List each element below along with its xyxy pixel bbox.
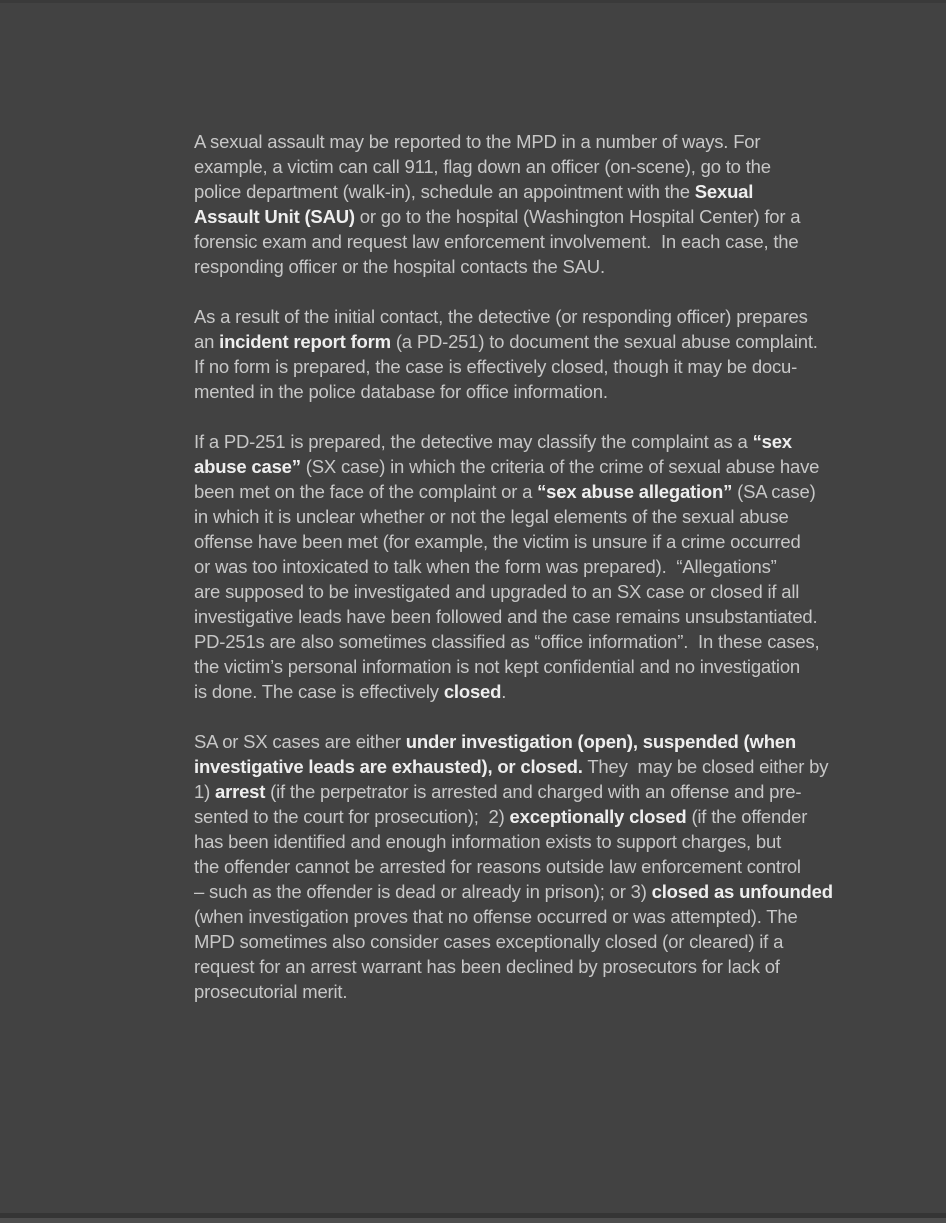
paragraph [194, 304, 894, 404]
text-line [194, 379, 894, 404]
body-text: SA or SX cases are either [194, 731, 406, 752]
bold-text: investigative leads are exhausted), or closed. [194, 756, 583, 777]
text-line [194, 854, 894, 879]
body-text: investigative leads have been followed and the case remains unsubstantiated. [194, 606, 818, 627]
text-line [194, 129, 894, 154]
text-line [194, 254, 894, 279]
body-text: forensic exam and request law enforcement involvement. In each case, the [194, 231, 799, 252]
body-text: 1) [194, 781, 215, 802]
text-line [194, 154, 894, 179]
body-text: has been identified and enough information exists to support charges, but [194, 831, 782, 852]
text-line [194, 679, 894, 704]
text-line [194, 229, 894, 254]
body-text: responding officer or the hospital contacts the SAU. [194, 256, 605, 277]
body-text: the victim’s personal information is not kept confidential and no investigation [194, 656, 801, 677]
text-line [194, 954, 894, 979]
text-line [194, 604, 894, 629]
bold-text: abuse case” [194, 456, 301, 477]
text-line [194, 629, 894, 654]
body-text: been met on the face of the complaint or a [194, 481, 538, 502]
text-line [194, 729, 894, 754]
body-text: are supposed to be investigated and upgraded to an SX case or closed if all [194, 581, 800, 602]
body-text: mented in the police database for office information. [194, 381, 608, 402]
body-text: As a result of the initial contact, the detective (or responding officer) prepares [194, 306, 808, 327]
page-edge-top [0, 0, 946, 3]
body-text: If no form is prepared, the case is effectively closed, though it may be docu- [194, 356, 798, 377]
bold-text: under investigation (open), suspended (when [405, 731, 796, 752]
body-text: (SX case) in which the criteria of the crime of sexual abuse have [300, 456, 820, 477]
body-text: (a PD-251) to document the sexual abuse complaint. [390, 331, 818, 352]
body-text: the offender cannot be arrested for reasons outside law enforcement control [194, 856, 801, 877]
body-text: If a PD-251 is prepared, the detective may classify the complaint as a [194, 431, 753, 452]
text-line [194, 429, 894, 454]
text-line [194, 504, 894, 529]
body-text: or was too intoxicated to talk when the form was prepared). “Allegations” [194, 556, 777, 577]
text-line [194, 804, 894, 829]
bold-text: incident report form [219, 331, 391, 352]
body-text: (if the perpetrator is arrested and charged with an offense and pre- [265, 781, 802, 802]
text-line [194, 829, 894, 854]
text-line [194, 454, 894, 479]
text-line [194, 304, 894, 329]
text-line [194, 579, 894, 604]
body-text: – such as the offender is dead or already in prison); or 3) [194, 881, 652, 902]
body-text: (if the offender [686, 806, 808, 827]
body-text: in which it is unclear whether or not the legal elements of the sexual abuse [194, 506, 789, 527]
body-text: MPD sometimes also consider cases exceptionally closed (or cleared) if a [194, 931, 784, 952]
bold-text: Sexual [694, 181, 754, 202]
body-text: . [501, 681, 507, 702]
text-line [194, 904, 894, 929]
bold-text: closed as unfounded [651, 881, 833, 902]
body-text: an [194, 331, 220, 352]
text-line [194, 354, 894, 379]
text-line [194, 329, 894, 354]
body-text: They may be closed either by [582, 756, 829, 777]
body-text: A sexual assault may be reported to the MPD in a number of ways. For [194, 131, 761, 152]
text-line [194, 554, 894, 579]
document-body [194, 129, 894, 1029]
body-text: police department (walk-in), schedule an appointment with the [194, 181, 695, 202]
text-line [194, 204, 894, 229]
page-edge-foot [0, 1218, 946, 1223]
text-line [194, 529, 894, 554]
bold-text: “sex abuse allegation” [537, 481, 733, 502]
text-line [194, 879, 894, 904]
bold-text: arrest [215, 781, 266, 802]
bold-text: Assault Unit (SAU) [194, 206, 355, 227]
body-text: PD-251s are also sometimes classified as “office information”. In these cases, [194, 631, 820, 652]
body-text: (when investigation proves that no offense occurred or was attempted). The [194, 906, 798, 927]
paragraph [194, 129, 894, 279]
body-text: is done. The case is effectively [194, 681, 444, 702]
text-line [194, 179, 894, 204]
paragraph [194, 729, 894, 1004]
body-text: (SA case) [732, 481, 816, 502]
body-text: request for an arrest warrant has been declined by prosecutors for lack of [194, 956, 780, 977]
body-text: offense have been met (for example, the victim is unsure if a crime occurred [194, 531, 801, 552]
text-line [194, 654, 894, 679]
body-text: prosecutorial merit. [194, 981, 348, 1002]
text-line [194, 479, 894, 504]
paragraph [194, 429, 894, 704]
text-line [194, 779, 894, 804]
body-text: example, a victim can call 911, flag down an officer (on-scene), go to the [194, 156, 771, 177]
body-text: sented to the court for prosecution); 2) [194, 806, 510, 827]
text-line [194, 929, 894, 954]
text-line [194, 979, 894, 1004]
body-text: or go to the hospital (Washington Hospital Center) for a [354, 206, 801, 227]
bold-text: exceptionally closed [509, 806, 687, 827]
bold-text: closed [443, 681, 502, 702]
bold-text: “sex [752, 431, 792, 452]
text-line [194, 754, 894, 779]
